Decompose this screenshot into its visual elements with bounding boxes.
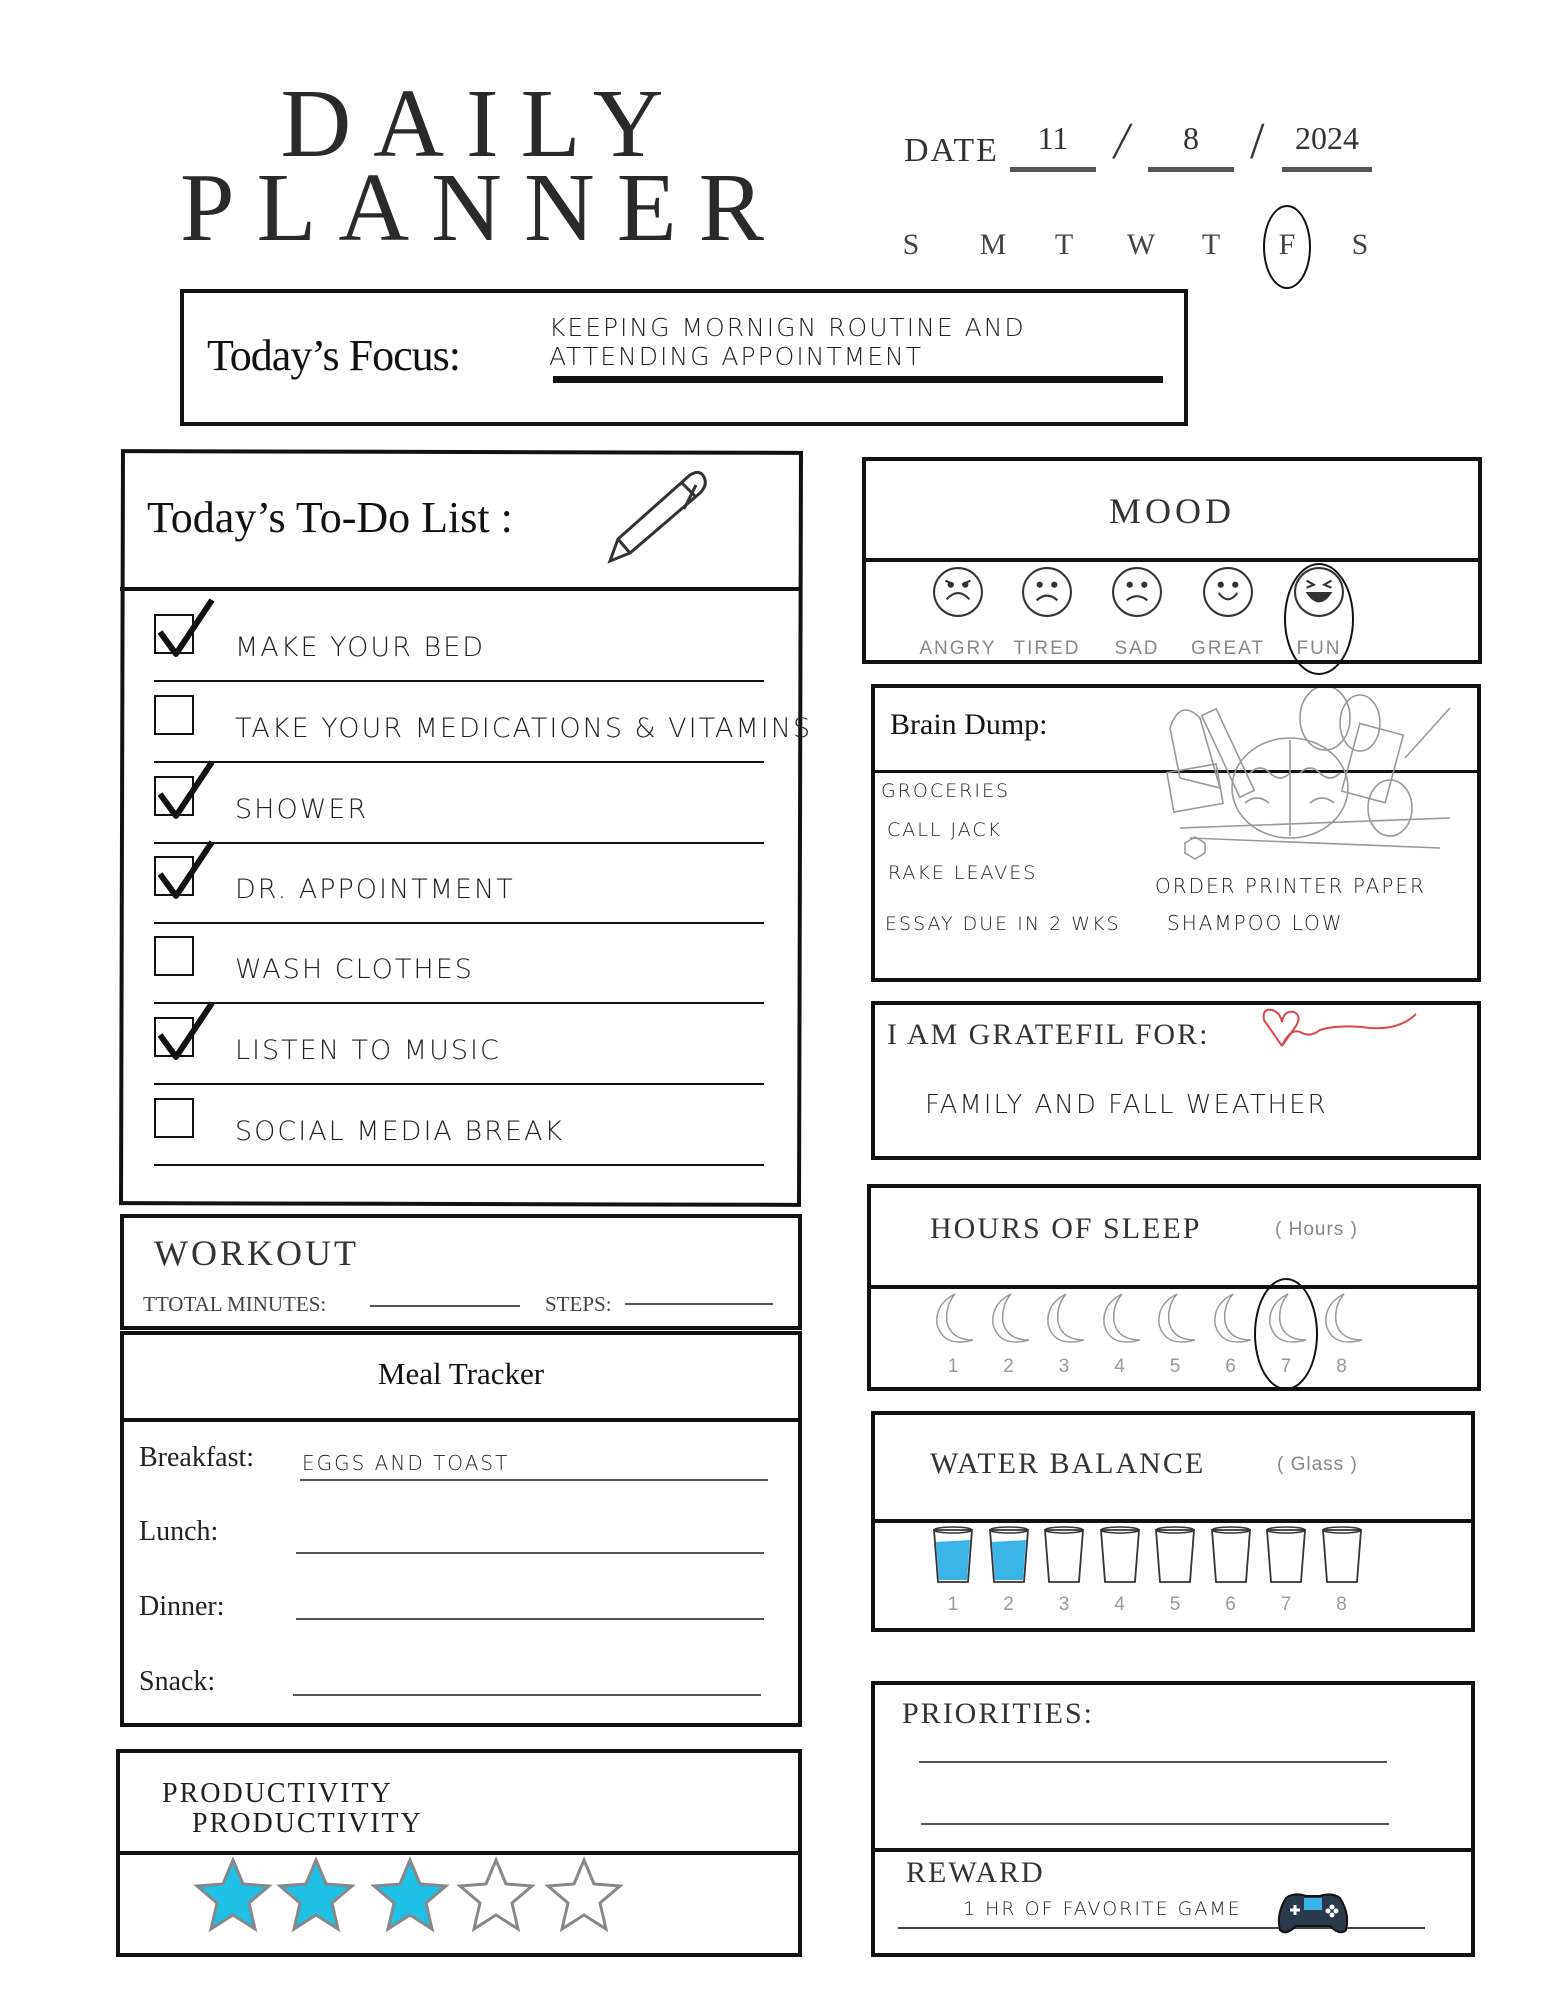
weekday-6[interactable]: S — [1351, 228, 1369, 261]
weekday-1[interactable]: M — [979, 228, 1007, 261]
weekday-3[interactable]: W — [1126, 228, 1156, 261]
priority-line[interactable] — [921, 1823, 1389, 1825]
todo-checkbox[interactable] — [154, 695, 194, 735]
title-daily: DAILY — [280, 70, 686, 178]
divider — [862, 558, 1482, 562]
workout-title: WORKOUT — [154, 1233, 359, 1273]
glass-empty-icon[interactable] — [1099, 1524, 1141, 1586]
moon-icon[interactable] — [1322, 1292, 1366, 1348]
mood-label[interactable]: TIRED — [1013, 638, 1081, 659]
meal-line — [296, 1552, 764, 1554]
meal-title: Meal Tracker — [377, 1356, 545, 1391]
mood-selected-circle — [1284, 563, 1354, 675]
todo-checkbox[interactable] — [154, 1098, 194, 1138]
sleep-title: HOURS OF SLEEP — [930, 1212, 1202, 1245]
checkmark-icon — [154, 999, 216, 1065]
water-title: WATER BALANCE — [930, 1447, 1206, 1480]
weekday-5[interactable]: F — [1278, 228, 1296, 261]
meal-label: Snack: — [139, 1666, 216, 1697]
grateful-text[interactable]: FAMILY AND FALL WEATHER — [925, 1090, 1328, 1120]
title-planner: PLANNER — [180, 154, 786, 262]
divider — [867, 1285, 1481, 1289]
todo-item-label[interactable]: LISTEN TO MUSIC — [235, 1035, 501, 1066]
weekday-2[interactable]: T — [1054, 228, 1074, 261]
glass-empty-icon[interactable] — [1043, 1524, 1085, 1586]
water-glass-label[interactable]: 2 — [1003, 1594, 1014, 1615]
glass-empty-icon[interactable] — [1321, 1524, 1363, 1586]
todo-line — [154, 680, 764, 682]
checkmark-icon — [154, 758, 216, 824]
todo-item-label[interactable]: SHOWER — [235, 794, 369, 825]
meal-value[interactable]: EGGS AND TOAST — [302, 1451, 510, 1475]
date-month[interactable]: 11 — [1010, 120, 1096, 172]
meal-line — [296, 1618, 764, 1620]
focus-line-2[interactable]: ATTENDING APPOINTMENT — [549, 342, 924, 371]
brain-dump-item[interactable]: CALL JACK — [887, 819, 1003, 841]
mood-label[interactable]: GREAT — [1190, 638, 1266, 659]
moon-icon[interactable] — [1100, 1292, 1144, 1348]
meal-line — [300, 1479, 768, 1481]
date-year[interactable]: 2024 — [1282, 120, 1372, 172]
face-great-icon[interactable] — [1202, 566, 1254, 618]
glass-full-icon[interactable] — [988, 1524, 1030, 1586]
water-glass-label[interactable]: 1 — [947, 1594, 959, 1615]
divider — [116, 1851, 802, 1855]
todo-title: Today’s To-Do List : — [147, 493, 513, 542]
moon-icon[interactable] — [1044, 1292, 1088, 1348]
glass-empty-icon[interactable] — [1265, 1524, 1307, 1586]
todo-checkbox[interactable] — [154, 936, 194, 976]
brain-illustration-icon — [1160, 688, 1465, 860]
checkmark-icon — [154, 596, 216, 662]
sleep-hour-label[interactable]: 2 — [1003, 1356, 1014, 1377]
face-tired-icon[interactable] — [1021, 566, 1073, 618]
focus-label: Today’s Focus: — [207, 331, 461, 380]
glass-empty-icon[interactable] — [1154, 1524, 1196, 1586]
star-empty-icon[interactable] — [456, 1856, 536, 1934]
water-unit: ( Glass ) — [1277, 1454, 1358, 1475]
brain-dump-item[interactable]: GROCERIES — [881, 780, 1011, 802]
brain-dump-item[interactable]: RAKE LEAVES — [888, 862, 1038, 884]
sleep-hour-label[interactable]: 1 — [947, 1356, 959, 1377]
todo-item-label[interactable]: DR. APPOINTMENT — [235, 874, 515, 905]
reward-value[interactable]: 1 HR OF FAVORITE GAME — [963, 1898, 1242, 1920]
weekday-4[interactable]: T — [1201, 228, 1221, 261]
todo-line — [154, 1083, 764, 1085]
minutes-input[interactable] — [370, 1305, 520, 1307]
todo-item-label[interactable]: SOCIAL MEDIA BREAK — [235, 1116, 565, 1147]
todo-line — [154, 1164, 764, 1166]
star-filled-icon[interactable] — [370, 1856, 450, 1934]
divider — [871, 1848, 1475, 1852]
priorities-title: PRIORITIES: — [902, 1697, 1095, 1730]
sleep-hour-label[interactable]: 8 — [1336, 1356, 1347, 1377]
sleep-unit: ( Hours ) — [1275, 1219, 1358, 1240]
productivity-label-2: PRODUCTIVITY — [192, 1808, 423, 1839]
divider — [120, 1418, 802, 1422]
water-glass-label[interactable]: 5 — [1169, 1594, 1181, 1615]
todo-line — [154, 842, 764, 844]
face-sad-icon[interactable] — [1111, 566, 1163, 618]
checkmark-icon — [154, 838, 216, 904]
brain-dump-item[interactable]: SHAMPOO LOW — [1167, 911, 1344, 935]
water-glass-label[interactable]: 3 — [1058, 1594, 1070, 1615]
meal-label: Dinner: — [139, 1591, 225, 1622]
sleep-hour-label[interactable]: 4 — [1114, 1356, 1125, 1377]
mood-label[interactable]: FUN — [1296, 638, 1342, 659]
date-separator: / — [1250, 113, 1265, 170]
reward-label: REWARD — [906, 1856, 1045, 1889]
glass-empty-icon[interactable] — [1210, 1524, 1252, 1586]
date-day[interactable]: 8 — [1148, 120, 1234, 172]
divider — [120, 587, 802, 591]
date-separator: / — [1109, 113, 1135, 170]
todo-item-label[interactable]: TAKE YOUR MEDICATIONS & VITAMINS — [235, 713, 813, 744]
moon-icon[interactable] — [933, 1292, 977, 1348]
star-filled-icon[interactable] — [276, 1856, 356, 1934]
brain-dump-item[interactable]: ESSAY DUE IN 2 WKS — [885, 913, 1121, 935]
weekday-0[interactable]: S — [902, 228, 920, 261]
productivity-label: PRODUCTIVITY — [162, 1778, 393, 1809]
sleep-hour-label[interactable]: 3 — [1058, 1356, 1070, 1377]
star-empty-icon[interactable] — [544, 1856, 624, 1934]
water-glass-label[interactable]: 7 — [1280, 1594, 1292, 1615]
focus-underline — [553, 376, 1163, 383]
water-glass-label[interactable]: 8 — [1336, 1594, 1347, 1615]
face-angry-icon[interactable] — [932, 566, 984, 618]
sleep-hour-label[interactable]: 7 — [1280, 1356, 1292, 1377]
star-filled-icon[interactable] — [193, 1856, 273, 1934]
brain-dump-title: Brain Dump: — [890, 708, 1048, 741]
meal-label: Breakfast: — [139, 1442, 255, 1473]
water-glass-label[interactable]: 4 — [1114, 1594, 1125, 1615]
moon-icon[interactable] — [1211, 1292, 1255, 1348]
mood-label[interactable]: SAD — [1114, 638, 1160, 659]
sleep-hour-label[interactable]: 6 — [1225, 1356, 1236, 1377]
minutes-label: TTOTAL MINUTES: — [143, 1292, 327, 1316]
sleep-hour-label[interactable]: 5 — [1169, 1356, 1181, 1377]
todo-item-label[interactable]: WASH CLOTHES — [235, 954, 474, 985]
glass-full-icon[interactable] — [932, 1524, 974, 1586]
steps-input[interactable] — [625, 1303, 773, 1305]
todo-line — [154, 761, 764, 763]
date-label: DATE — [904, 132, 999, 169]
weekday-selected-circle — [1263, 205, 1311, 289]
divider — [871, 1519, 1475, 1523]
grateful-title: I AM GRATEFIL FOR: — [887, 1018, 1210, 1051]
moon-icon[interactable] — [989, 1292, 1033, 1348]
meal-label: Lunch: — [139, 1516, 219, 1547]
focus-line-1[interactable]: KEEPING MORNIGN ROUTINE AND — [549, 313, 1026, 342]
brain-dump-item[interactable]: ORDER PRINTER PAPER — [1155, 874, 1426, 898]
mood-label[interactable]: ANGRY — [919, 638, 997, 659]
priority-line[interactable] — [919, 1761, 1387, 1763]
heart-icon — [1260, 1006, 1420, 1050]
gamepad-icon — [1276, 1890, 1350, 1936]
steps-label: STEPS: — [545, 1292, 612, 1316]
todo-line — [154, 922, 764, 924]
todo-line — [154, 1002, 764, 1004]
sleep-selected-circle — [1254, 1278, 1318, 1390]
todo-item-label[interactable]: MAKE YOUR BED — [235, 632, 486, 663]
mood-title: MOOD — [1108, 491, 1235, 531]
water-glass-label[interactable]: 6 — [1225, 1594, 1236, 1615]
moon-icon[interactable] — [1155, 1292, 1199, 1348]
meal-line — [293, 1694, 761, 1696]
pencil-icon — [600, 465, 712, 569]
